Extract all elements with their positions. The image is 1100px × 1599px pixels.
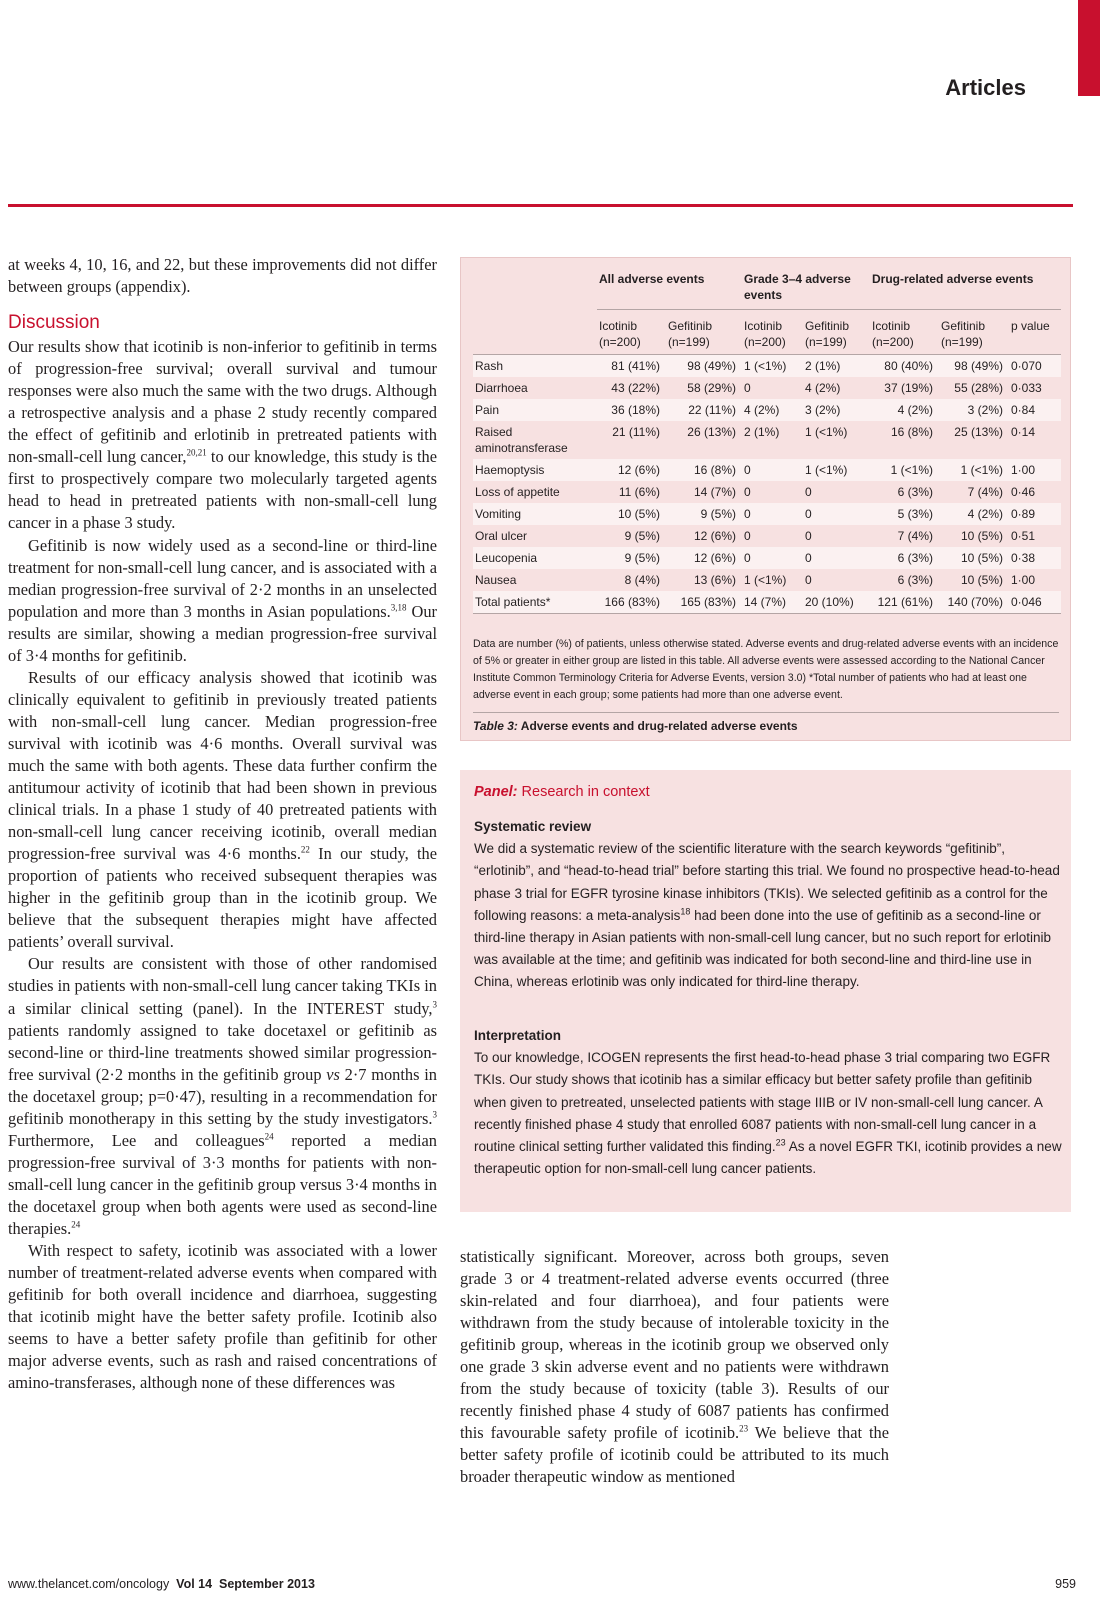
header-rule [8, 204, 1073, 207]
row-label: Nausea [475, 573, 517, 587]
group-header: Drug-related adverse events [870, 268, 1061, 310]
column-header: Icotinib (n=200) [597, 310, 666, 355]
table-footnote: Data are number (%) of patients, unless otherwise stated. Adverse events and drug-related adverse events with an incidence of 5% or greater in either group are listed in this table. All adverse events were assessed according to the National Cancer Institute Common Terminology Criteria for Adverse Events, version 3.0) *Total number of patients who had at least one adverse event in each group; some patients had more than one adverse event. [473, 638, 1059, 701]
row-label: Raised aminotransferase [475, 425, 568, 455]
table-cell: 3 (2%) [939, 399, 1009, 421]
table-cell: 0 [744, 529, 751, 543]
panel-section-interpretation [474, 1025, 1062, 1180]
table-cell: 0·89 [1009, 503, 1061, 525]
table-cell: 26 (13%) [687, 425, 736, 439]
group-header: Grade 3–4 adverse events [742, 268, 870, 310]
table-cell: 0·46 [1011, 485, 1036, 499]
table-cell: 55 (28%) [954, 381, 1003, 395]
table-cell: 80 (40%) [870, 355, 939, 378]
table-cell: 0·14 [1011, 425, 1036, 439]
row-label: Total patients* [473, 591, 597, 614]
table-3-box [460, 257, 1071, 741]
table-cell: 140 (70%) [939, 591, 1009, 614]
paragraph: at weeks 4, 10, 16, and 22, but these improvements did not differ between groups (appendix). [8, 255, 437, 297]
table-cell: 0·070 [1009, 355, 1061, 378]
table-cell: 12 (6%) [693, 529, 736, 543]
page-number: 959 [1055, 1577, 1076, 1591]
table-cell: 37 (19%) [884, 381, 933, 395]
table-cell: 0·033 [1011, 381, 1042, 395]
research-in-context-panel [460, 770, 1071, 1212]
panel-text: We did a systematic review of the scientific literature with the search keywords “gefitinib”, “erlotinib”, and “head-to-head trial” before starting this trial. We found no prospective head-to-head phase 3 trial for EGFR tyrosine kinase inhibitors (TKIs). We selected gefitinib as a control for the following reasons: a meta-analysis$^{18}$ had been done into the use of gefitinib as a second-line or third-line therapy in Asian patients with non-small-cell lung cancer, but no such report for erlotinib was available at the time; and gefitinib was indicated for both second-line and third-line use in China, whereas erlotinib was only indicated for third-line therapy. [474, 841, 1060, 990]
table-cell: 4 (2%) [805, 381, 841, 395]
table-cell: 0 [744, 381, 751, 395]
table-cell: 14 (7%) [693, 485, 736, 499]
table-cell: 1 (<1%) [870, 459, 939, 481]
table-cell: 1·00 [1009, 459, 1061, 481]
table-cell: 20 (10%) [803, 591, 870, 614]
table-cell: 2 (1%) [803, 355, 870, 378]
table-cell: 166 (83%) [597, 591, 666, 614]
table-cell: 14 (7%) [742, 591, 803, 614]
table-cell: 7 (4%) [897, 529, 933, 543]
footer-url[interactable]: www.thelancet.com/oncology [8, 1577, 170, 1591]
footer-date: September 2013 [219, 1577, 315, 1591]
table-cell: 1 (<1%) [742, 355, 803, 378]
group-header: All adverse events [597, 268, 742, 310]
footer-volume: Vol 14 [176, 1577, 213, 1591]
table-cell: 98 (49%) [666, 355, 742, 378]
table-cell: 6 (3%) [897, 573, 933, 587]
table-cell: 0·046 [1009, 591, 1061, 614]
column-header: p value [1009, 310, 1061, 355]
right-column-text [460, 1246, 889, 1489]
table-cell: 0·84 [1009, 399, 1061, 421]
column-header: Icotinib (n=200) [742, 310, 803, 355]
table-row [473, 459, 1061, 481]
table-row [473, 355, 1061, 378]
table-cell: 9 (5%) [597, 547, 666, 569]
table-cell: 10 (5%) [960, 573, 1003, 587]
table-cell: 5 (3%) [870, 503, 939, 525]
table-cell: 98 (49%) [939, 355, 1009, 378]
table-cell: 1 (<1%) [803, 459, 870, 481]
left-column [8, 254, 437, 1394]
caption-rule [473, 712, 1059, 713]
table-row [473, 569, 1061, 591]
table-cell: 81 (41%) [597, 355, 666, 378]
panel-subheading: Systematic review [474, 819, 592, 834]
table-cell: 9 (5%) [666, 503, 742, 525]
table-cell: 7 (4%) [967, 485, 1003, 499]
table-cell: 21 (11%) [612, 425, 660, 439]
journal-color-tab [1078, 0, 1100, 96]
table-cell: 1 (<1%) [939, 459, 1009, 481]
table-cell: 25 (13%) [954, 425, 1003, 439]
table-cell: 9 (5%) [624, 529, 660, 543]
table-cell: 16 (8%) [666, 459, 742, 481]
table-cell: 0·38 [1009, 547, 1061, 569]
table-cell: 58 (29%) [687, 381, 736, 395]
table-cell: 0 [803, 503, 870, 525]
row-label: Haemoptysis [473, 459, 597, 481]
column-header: Icotinib (n=200) [870, 310, 939, 355]
table-row [473, 481, 1061, 503]
table-cell: 1 (<1%) [805, 425, 848, 439]
adverse-events-table [473, 268, 1061, 614]
table-row [473, 421, 1061, 459]
table-cell: 6 (3%) [897, 485, 933, 499]
table-cell: 12 (6%) [666, 547, 742, 569]
table-cell: 10 (5%) [939, 547, 1009, 569]
table-cell: 0 [805, 529, 812, 543]
table-caption: Table 3: Adverse events and drug-related adverse events [473, 719, 798, 733]
table-cell: 4 (2%) [939, 503, 1009, 525]
table-cell: 43 (22%) [611, 381, 660, 395]
table-cell: 1 (<1%) [744, 573, 787, 587]
table-cell: 10 (5%) [597, 503, 666, 525]
table-cell: 8 (4%) [624, 573, 660, 587]
table-row [473, 547, 1061, 569]
table-cell: 6 (3%) [870, 547, 939, 569]
row-label: Pain [473, 399, 597, 421]
table-cell: 22 (11%) [666, 399, 742, 421]
section-label: Articles [945, 75, 1026, 100]
table-row [473, 591, 1061, 614]
panel-text: To our knowledge, ICOGEN represents the first head-to-head phase 3 trial comparing two EGFR TKIs. Our study shows that icotinib has a similar efficacy but better safety profile than gefitinib when given to pretreated, unselected patients with stage IIIB or IV non-small-cell lung cancer. A recently finished phase 4 study that enrolled 6087 patients with non-small-cell lung cancer in a routine clinical setting further validated this finding.$^{23}$ As a novel EGFR TKI, icotinib provides a new therapeutic option for non-small-cell lung cancer patients. [474, 1050, 1062, 1177]
table-cell: 0 [742, 503, 803, 525]
table-cell: 0 [803, 547, 870, 569]
table-row [473, 399, 1061, 421]
table-cell: 13 (6%) [693, 573, 736, 587]
row-label: Diarrhoea [475, 381, 528, 395]
table-cell: 4 (2%) [742, 399, 803, 421]
table-cell: 4 (2%) [870, 399, 939, 421]
panel-section-systematic-review [474, 816, 1062, 994]
table-row [473, 503, 1061, 525]
column-header: Gefitinib (n=199) [803, 310, 870, 355]
row-label: Rash [473, 355, 597, 378]
row-label: Loss of appetite [475, 485, 560, 499]
table-cell: 3 (2%) [803, 399, 870, 421]
panel-subheading: Interpretation [474, 1028, 562, 1043]
panel-title: Panel: Research in context [474, 784, 650, 800]
table-cell: 0 [742, 547, 803, 569]
paragraph: Our results show that icotinib is non-inferior to gefitinib in terms of progression-free survival; overall survival and tumour responses were also much the same with the two drugs. Although a retrospective analysis and a phase 2 study recently compared the effect of gefitinib and erlotinib in pretreated patients with non-small-cell lung cancer,$^{20,21}$ to our knowledge, this study is the first to prospectively compare two molecularly targeted agents head to head in pretreated patients with non-small-cell lung cancer in a phase 3 study. [8, 337, 438, 533]
table-cell: 1·00 [1011, 573, 1036, 587]
table-cell: 16 (8%) [890, 425, 933, 439]
footer-citation [8, 1577, 315, 1591]
table-cell: 0 [805, 485, 812, 499]
paragraph: Gefitinib is now widely used as a second-line or third-line treatment for non-small-cell lung cancer, and is associated with a median progression-free survival of 2·2 months in an unselected population and more than 3 months in Asian populations.$^{3,18}$ Our results are similar, showing a median progression-free survival of 3·4 months for gefitinib. [8, 535, 437, 665]
table-cell: 12 (6%) [597, 459, 666, 481]
table-cell: 0 [742, 459, 803, 481]
table-cell: 0·51 [1011, 529, 1036, 543]
table-cell: 10 (5%) [960, 529, 1003, 543]
column-header: Gefitinib (n=199) [666, 310, 742, 355]
table-cell: 11 (6%) [618, 485, 660, 499]
table-cell: 121 (61%) [870, 591, 939, 614]
row-label: Leucopenia [473, 547, 597, 569]
row-label: Vomiting [473, 503, 597, 525]
paragraph: With respect to safety, icotinib was associated with a lower number of treatment-related adverse events when compared with gefitinib for both overall incidence and diarrhoea, suggesting that icotinib might have the better safety profile. Icotinib also seems to have a better safety profile than gefitinib for other major adverse events, such as rash and raised concentrations of amino-transferases, although none of these differences was [8, 1241, 437, 1393]
paragraph: Results of our efficacy analysis showed that icotinib was clinically equivalent to gefitinib in previously treated patients with non-small-cell lung cancer. Median progression-free survival with icotinib was 4·6 months. Overall survival was much the same with both agents. These data further confirm the antitumour activity of icotinib that had been shown in previous clinical trials. In a phase 1 study of 40 pretreated patients with non-small-cell lung cancer receiving icotinib, overall median progression-free survival was 4·6 months.$^{22}$ In our study, the proportion of patients who received subsequent therapies was higher in the gefitinib group than in the icotinib group. We believe that the subsequent therapies might have affected patients’ overall survival. [8, 667, 437, 952]
paragraph: Our results are consistent with those of other randomised studies in patients with non-small-cell lung cancer taking TKIs in a similar clinical setting (panel). In the INTEREST study,$^3$ patients randomly assigned to take docetaxel or gefitinib as second-line or third-line treatments showed similar progression-free survival (2·2 months in the gefitinib group vs 2·7 months in the docetaxel group; p=0·47), resulting in a recommendation for gefitinib monotherapy in this setting by the study investigators.$^3$ Furthermore, Lee and colleagues$^{24}$ reported a median progression-free survival of 3·3 months for patients with non-small-cell lung cancer in the gefitinib group versus 3·4 months in the docetaxel group when both agents were used as second-line therapies.$^{24}$ [8, 954, 437, 1238]
table-row [473, 377, 1061, 399]
table-cell: 0 [805, 573, 812, 587]
table-cell: 0 [744, 485, 751, 499]
table-row [473, 525, 1061, 547]
table-cell: 36 (18%) [597, 399, 666, 421]
row-label: Oral ulcer [475, 529, 528, 543]
discussion-heading: Discussion [8, 312, 100, 334]
column-header: Gefitinib (n=199) [939, 310, 1009, 355]
table-cell: 2 (1%) [744, 425, 780, 439]
paragraph: statistically significant. Moreover, across both groups, seven grade 3 or 4 treatment-related adverse events occurred (three skin-related and four diarrhoea), and four patients were withdrawn from the study because of intolerable toxicity in the gefitinib group, whereas in the icotinib group we observed only one grade 3 skin adverse event and no patients were withdrawn from the study because of toxicity (table 3). Results of our recently finished phase 4 study of 6087 patients has confirmed this favourable safety profile of icotinib.$^{23}$ We believe that the better safety profile of icotinib could be attributed to its much broader therapeutic window as mentioned [460, 1247, 890, 1487]
table-cell: 165 (83%) [666, 591, 742, 614]
